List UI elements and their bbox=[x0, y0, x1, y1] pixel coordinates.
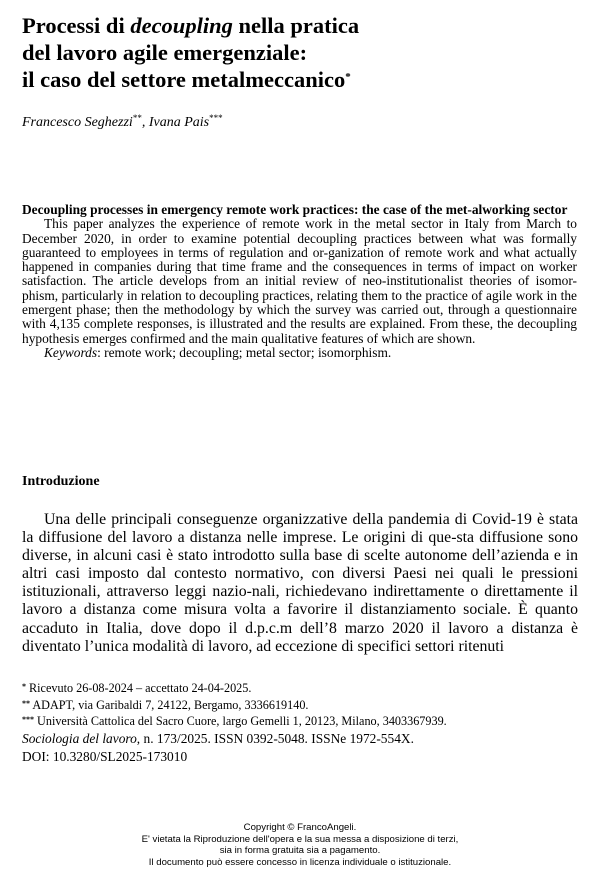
copyright-line: sia in forma gratuita sia a pagamento. bbox=[219, 845, 381, 857]
section-heading: Introduzione bbox=[22, 474, 100, 489]
abstract-block bbox=[22, 203, 577, 360]
title-text: nella pratica bbox=[232, 13, 360, 38]
journal-details: , n. 173/2025. ISSN 0392-5048. ISSNe 1972-554X. bbox=[136, 730, 414, 746]
footnote-marker: * bbox=[22, 682, 26, 691]
title-line-2: del lavoro agile emergenziale: bbox=[22, 40, 308, 65]
footnote bbox=[22, 697, 582, 714]
footnote-text: ADAPT, via Garibaldi 7, 24122, Bergamo, 3336619140. bbox=[30, 697, 309, 712]
copyright-line: Il documento può essere concesso in licenza individuale o istituzionale. bbox=[148, 856, 452, 868]
copyright-notice bbox=[100, 822, 500, 868]
author-footnote-marker[interactable]: ** bbox=[132, 113, 142, 123]
footnote-marker: *** bbox=[22, 715, 34, 725]
journal-name: Sociologia del lavoro bbox=[22, 730, 137, 746]
author-separator: , bbox=[141, 115, 149, 130]
footnote-text: Università Cattolica del Sacro Cuore, largo Gemelli 1, 20123, Milano, 3403367939. bbox=[34, 714, 447, 729]
author-name: Ivana Pais bbox=[148, 115, 210, 130]
title-italic-term: decoupling bbox=[130, 13, 233, 38]
keywords-label: Keywords bbox=[44, 344, 98, 360]
title-footnote-marker[interactable]: * bbox=[345, 71, 351, 83]
title-text: Processi di bbox=[22, 13, 131, 38]
article-title bbox=[22, 12, 582, 93]
title-line-1 bbox=[22, 12, 582, 39]
footnote bbox=[22, 680, 582, 697]
copyright-line: E' vietata la Riproduzione dell'opera e la sua messa a disposizione di terzi, bbox=[141, 833, 459, 845]
title-text: il caso del settore metalmeccanico bbox=[22, 67, 346, 92]
author-name: Francesco Seghezzi bbox=[22, 115, 133, 130]
author-line bbox=[22, 115, 223, 131]
doi-line[interactable]: DOI: 10.3280/SL2025-173010 bbox=[22, 748, 188, 764]
journal-citation bbox=[22, 730, 582, 748]
abstract-body: This paper analyzes the experience of remote work in the metal sector in Italy from March to December 2020, in order to examine potential decoupling practices between what was formally guaranteed to employees in terms of regulation and or-ganization of remote work and what actually happened in companies during that time frame and the consequences in terms of impact on worker satisfaction. The article develops from an initial review of neo-institutionalist theories of isomor-phism, particularly in relation to decoupling practices, relating them to the practice of agile work in the emergent phase; then the methodology by which the survey was carried out, through a questionnaire with 4,135 complete responses, is illustrated and the results are explained. From these, the decoupling hypothesis emerges confirmed and the main qualitative features of which are shown. bbox=[22, 216, 577, 346]
abstract-title: Decoupling processes in emergency remote work practices: the case of the met-alworking sector bbox=[22, 202, 568, 217]
keywords-list: : remote work; decoupling; metal sector; isomorphism. bbox=[97, 344, 392, 360]
keywords-line bbox=[22, 346, 577, 360]
copyright-line: Copyright © FrancoAngeli. bbox=[243, 822, 357, 833]
footnote-marker: ** bbox=[22, 698, 30, 708]
title-line-3 bbox=[22, 66, 582, 93]
footnote-text: Ricevuto 26-08-2024 – accettato 24-04-2025. bbox=[26, 681, 252, 695]
author-footnote-marker[interactable]: *** bbox=[209, 113, 223, 123]
footnote bbox=[22, 713, 582, 730]
intro-paragraph: Una delle principali conseguenze organizzative della pandemia di Covid-19 è stata la diffusione del lavoro a distanza nelle imprese. Le origini di que-sta diffusione sono diverse, in alcuni casi è stato introdotto sulla base di scelte autonome dell’azienda e in altri casi imposto dal contesto normativo, con diversi Paesi nei quali le pressioni istituzionali, attraverso leggi nazio-nali, richiedevano indirettamente o direttamente il lavoro a distanza come misura volta a favorire il distanziamento sociale. È quanto accaduto in Italia, dove dopo il d.p.c.m dell’8 marzo 2020 il lavoro a distanza è diventato l’unica modalità di lavoro, ad eccezione di specifici settori ritenuti bbox=[22, 511, 578, 655]
footnotes-block bbox=[22, 680, 582, 766]
